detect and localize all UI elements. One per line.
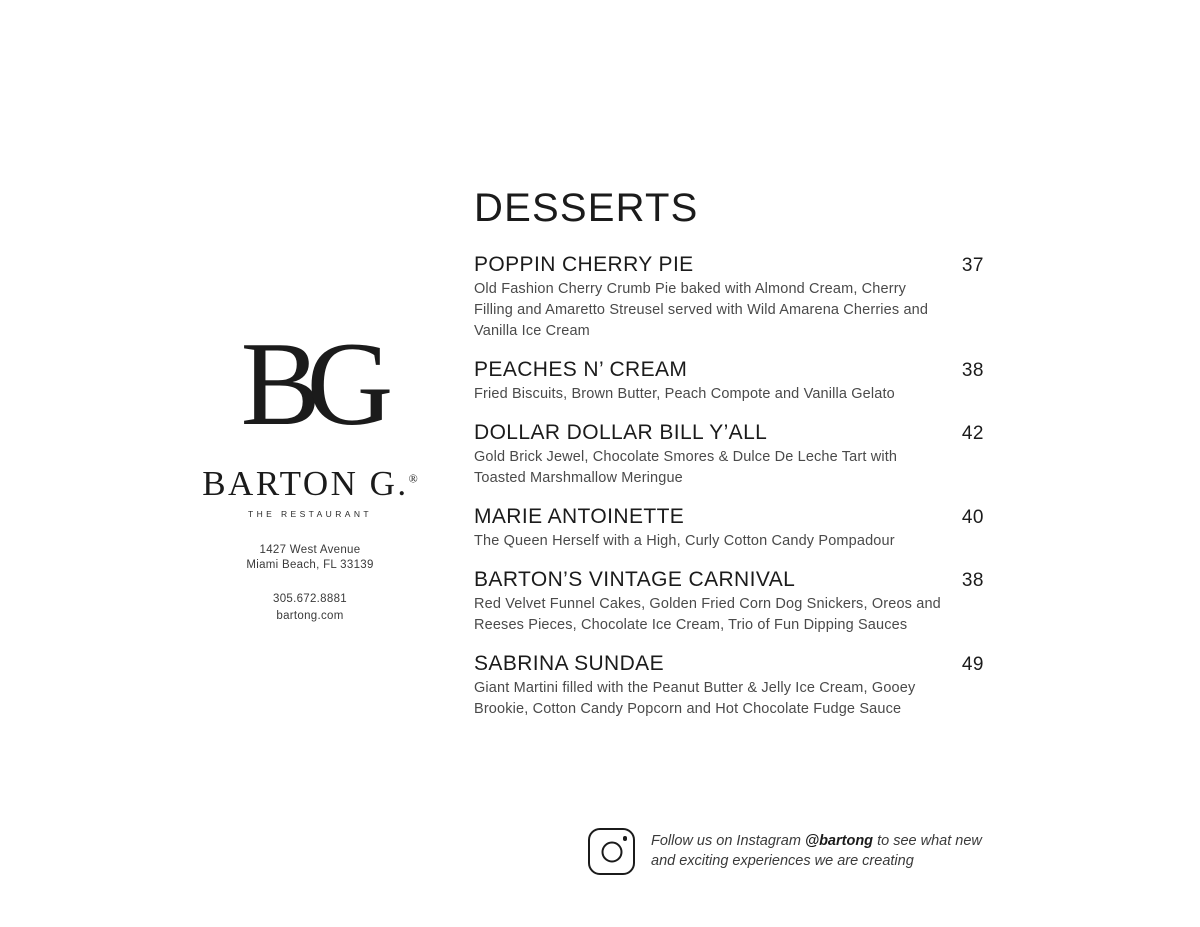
monogram-letters: BG [240,317,380,450]
menu-item [474,652,984,720]
registered-mark: ® [408,471,418,486]
menu-item-name: BARTON’S VINTAGE CARNIVAL [474,568,796,591]
footer-text-before: Follow us on Instagram [651,833,805,849]
menu-item-description: Fried Biscuits, Brown Butter, Peach Compote and Vanilla Gelato [474,386,895,402]
menu-item-description: Giant Martini filled with the Peanut Butter & Jelly Ice Cream, Gooey Brookie, Cotton Candy Popcorn and Hot Chocolate Fudge Sauce [474,680,916,717]
menu-item-header [474,421,984,445]
brand-address [150,543,470,573]
menu-item-price: 38 [961,360,984,381]
website-url[interactable]: bartong.com [276,610,344,622]
menu-item-header [474,568,984,592]
brand-tagline: THE RESTAURANT [248,509,372,519]
menu-item-header [474,505,984,529]
brand-contact [150,591,470,625]
menu-item-name: DOLLAR DOLLAR BILL Y’ALL [474,421,768,444]
footer-text-after: to see what new and exciting experiences we are creating [651,833,982,869]
menu-item-header [474,358,984,382]
brand-name [202,464,418,504]
menu-item [474,253,984,342]
instagram-follow-text [651,828,991,871]
barton-g-monogram-icon [150,318,470,450]
menu-item-price: 40 [961,507,984,528]
brand-name-text: BARTON G. [202,464,409,503]
menu-item-header [474,652,984,676]
menu-item-description: Red Velvet Funnel Cakes, Golden Fried Corn Dog Snickers, Oreos and Reeses Pieces, Chocolate Ice Cream, Trio of Fun Dipping Sauces [474,596,941,633]
menu-item-name: SABRINA SUNDAE [474,652,664,675]
instagram-dot-icon [623,836,628,841]
phone-number[interactable]: 305.672.8881 [273,593,347,605]
menu-item-name: PEACHES N’ CREAM [474,358,688,381]
menu-item-price: 42 [961,423,984,444]
menu-item-name: POPPIN CHERRY PIE [474,253,694,276]
address-line-1: 1427 West Avenue [259,544,361,556]
menu-item [474,358,984,405]
menu-item-price: 38 [961,570,984,591]
menu-item [474,421,984,489]
menu-item-name: MARIE ANTOINETTE [474,505,685,528]
menu-item-description: Old Fashion Cherry Crumb Pie baked with Almond Cream, Cherry Filling and Amaretto Streusel served with Wild Amarena Cherries and Vanilla Ice Cream [474,281,929,339]
menu-section [474,186,984,736]
menu-item [474,505,984,552]
menu-item-price: 37 [961,255,984,276]
instagram-icon[interactable] [588,828,635,875]
address-line-2: Miami Beach, FL 33139 [246,559,374,571]
instagram-handle[interactable]: @bartong [804,833,874,849]
brand-block [150,318,470,625]
menu-item-header [474,253,984,277]
menu-item [474,568,984,636]
menu-item-description: Gold Brick Jewel, Chocolate Smores & Dulce De Leche Tart with Toasted Marshmallow Meringue [474,449,898,486]
page-title: DESSERTS [474,186,699,230]
instagram-footer [588,828,991,875]
menu-item-price: 49 [961,654,984,675]
instagram-lens-icon [601,841,622,862]
menu-item-description: The Queen Herself with a High, Curly Cotton Candy Pompadour [474,533,895,549]
